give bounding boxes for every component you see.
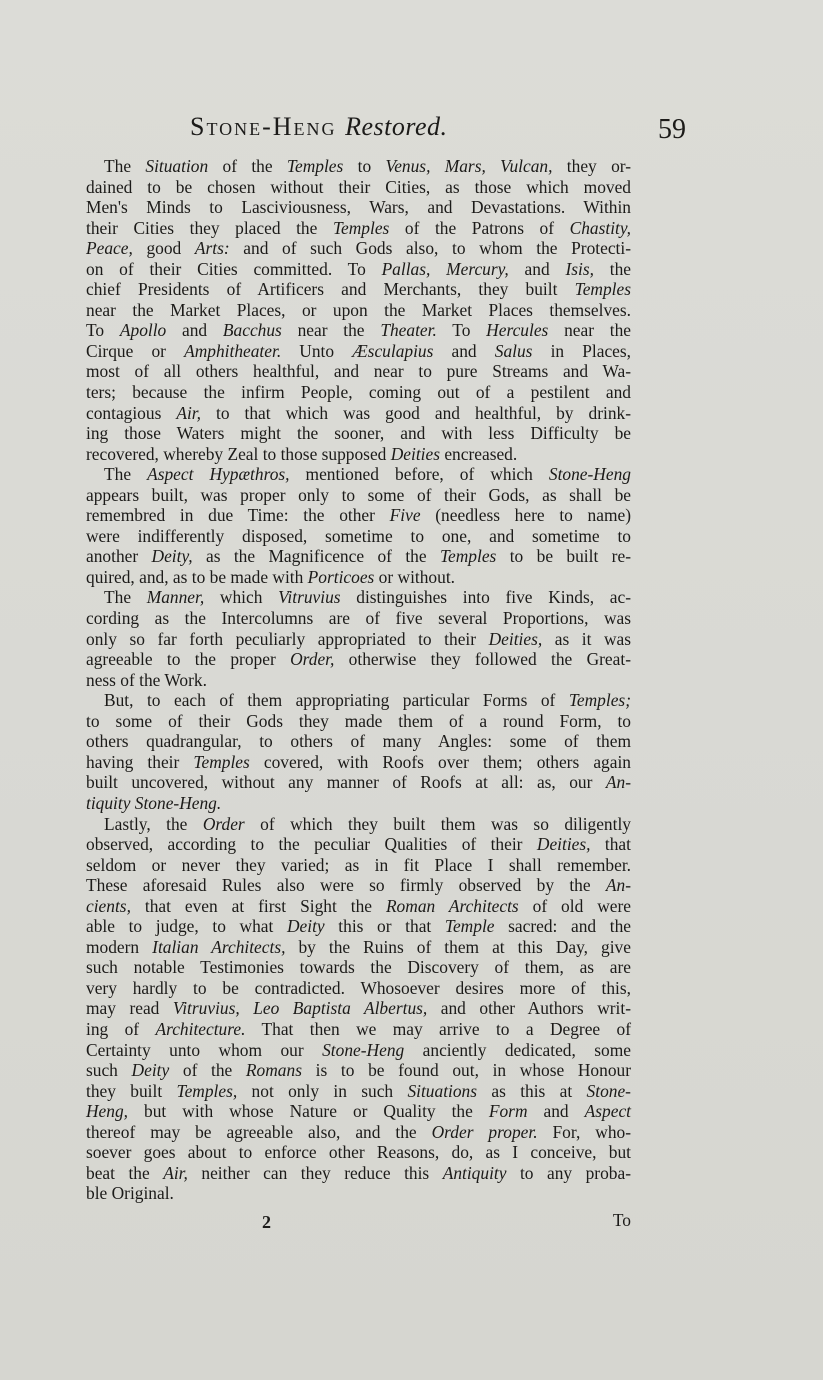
text-line: cients, that even at first Sight the Roman Architects of old were bbox=[86, 895, 631, 916]
text-line: quired, and, as to be made with Porticoes or without. bbox=[86, 566, 455, 587]
paragraph bbox=[86, 464, 631, 587]
text-line: The Aspect Hypæthros, mentioned before, of which Stone-Heng bbox=[104, 464, 631, 485]
body-text bbox=[86, 156, 631, 1204]
text-line: their Cities they placed the Temples of the Patrons of Chastity, bbox=[86, 217, 631, 238]
text-line: Lastly, the Order of which they built them was so diligently bbox=[104, 813, 631, 834]
text-line: ness of the Work. bbox=[86, 669, 207, 690]
text-line: Heng, but with whose Nature or Quality the Form and Aspect bbox=[86, 1101, 631, 1122]
text-line: may read Vitruvius, Leo Baptista Albertus, and other Authors writ- bbox=[86, 998, 631, 1019]
text-line: agreeable to the proper Order, otherwise they followed the Great- bbox=[86, 649, 631, 670]
paragraph bbox=[86, 814, 631, 1204]
text-line: such Deity of the Romans is to be found out, in whose Honour bbox=[86, 1060, 631, 1081]
text-line: thereof may be agreeable also, and the Order proper. For, who- bbox=[86, 1121, 632, 1142]
paragraph bbox=[86, 690, 631, 813]
text-line: dained to be chosen without their Cities, as those which moved bbox=[86, 176, 631, 197]
paragraph bbox=[86, 587, 631, 690]
running-title bbox=[190, 112, 448, 142]
text-line: only so far forth peculiarly appropriated to their Deities, as it was bbox=[86, 628, 631, 649]
text-line: The Situation of the Temples to Venus, Mars, Vulcan, they or- bbox=[104, 156, 632, 176]
text-line: soever goes about to enforce other Reasons, do, as I conceive, but bbox=[86, 1142, 631, 1163]
text-line: These aforesaid Rules also were so firmly observed by the An- bbox=[86, 875, 631, 896]
text-line: another Deity, as the Magnificence of the Temples to be built re- bbox=[86, 546, 631, 567]
text-line: ing of Architecture. That then we may arrive to a Degree of bbox=[86, 1018, 632, 1039]
text-line: able to judge, to what Deity this or that Temple sacred: and the bbox=[86, 916, 631, 937]
text-line: such notable Testimonies towards the Discovery of them, as are bbox=[86, 957, 631, 978]
text-line: ble Original. bbox=[86, 1183, 174, 1204]
text-line: cording as the Intercolumns are of five several Proportions, was bbox=[86, 608, 631, 629]
catchword: To bbox=[612, 1210, 631, 1230]
text-line: on of their Cities committed. To Pallas, Mercury, and Isis, the bbox=[86, 258, 631, 279]
text-line: Cirque or Amphitheater. Unto Æsculapius and Salus in Places, bbox=[86, 340, 632, 361]
running-title-main: Stone-Heng bbox=[190, 112, 337, 141]
text-line: observed, according to the peculiar Qualities of their Deities, that bbox=[86, 834, 631, 855]
text-line: having their Temples covered, with Roofs over them; others again bbox=[86, 751, 631, 772]
text-line: Certainty unto whom our Stone-Heng anciently dedicated, some bbox=[86, 1039, 631, 1060]
text-line: were indifferently disposed, sometime to one, and sometime to bbox=[86, 525, 631, 546]
text-line: tiquity Stone-Heng. bbox=[86, 792, 222, 813]
text-line: built uncovered, without any manner of Roofs at all: as, our An- bbox=[86, 772, 631, 793]
text-line: To Apollo and Bacchus near the Theater. To Hercules near the bbox=[86, 320, 632, 341]
text-line: most of all others healthful, and near to pure Streams and Wa- bbox=[86, 361, 631, 382]
text-line: chief Presidents of Artificers and Merchants, they built Temples bbox=[86, 279, 631, 300]
text-line: contagious Air, to that which was good and healthful, by drink- bbox=[86, 402, 631, 423]
text-line: But, to each of them appropriating particular Forms of Temples; bbox=[104, 690, 631, 711]
text-line: ters; because the infirm People, coming out of a pestilent and bbox=[86, 382, 631, 403]
text-line: seldom or never they varied; as in fit Place I shall remember. bbox=[86, 854, 631, 875]
text-line: recovered, whereby Zeal to those supposed Deities encreased. bbox=[86, 443, 518, 464]
text-line: modern Italian Architects, by the Ruins of them at this Day, give bbox=[86, 936, 631, 957]
page-number: 59 bbox=[658, 114, 686, 145]
page-header bbox=[86, 112, 686, 152]
text-line: beat the Air, neither can they reduce this Antiquity to any proba- bbox=[86, 1162, 631, 1183]
signature-mark: 2 bbox=[262, 1212, 271, 1232]
running-title-italic: Restored. bbox=[345, 112, 448, 141]
text-line: others quadrangular, to others of many Angles: some of them bbox=[86, 731, 631, 752]
text-line: very hardly to be contradicted. Whosoever desires more of this, bbox=[86, 977, 631, 998]
text-line: appears built, was proper only to some of their Gods, as shall be bbox=[86, 484, 631, 505]
text-line: The Manner, which Vitruvius distinguishes into five Kinds, ac- bbox=[104, 587, 632, 608]
text-line: ing those Waters might the sooner, and with less Difficulty be bbox=[86, 423, 631, 444]
page-footer bbox=[86, 1206, 631, 1236]
text-line: Men's Minds to Lasciviousness, Wars, and Devastations. Within bbox=[86, 197, 631, 218]
paragraph bbox=[86, 156, 631, 464]
text-line: remembred in due Time: the other Five (needless here to name) bbox=[86, 505, 631, 526]
text-line: they built Temples, not only in such Situations as this at Stone- bbox=[86, 1080, 631, 1101]
text-line: to some of their Gods they made them of a round Form, to bbox=[86, 710, 631, 731]
text-line: Peace, good Arts: and of such Gods also, to whom the Protecti- bbox=[86, 238, 632, 259]
text-line: near the Market Places, or upon the Market Places themselves. bbox=[86, 299, 631, 320]
